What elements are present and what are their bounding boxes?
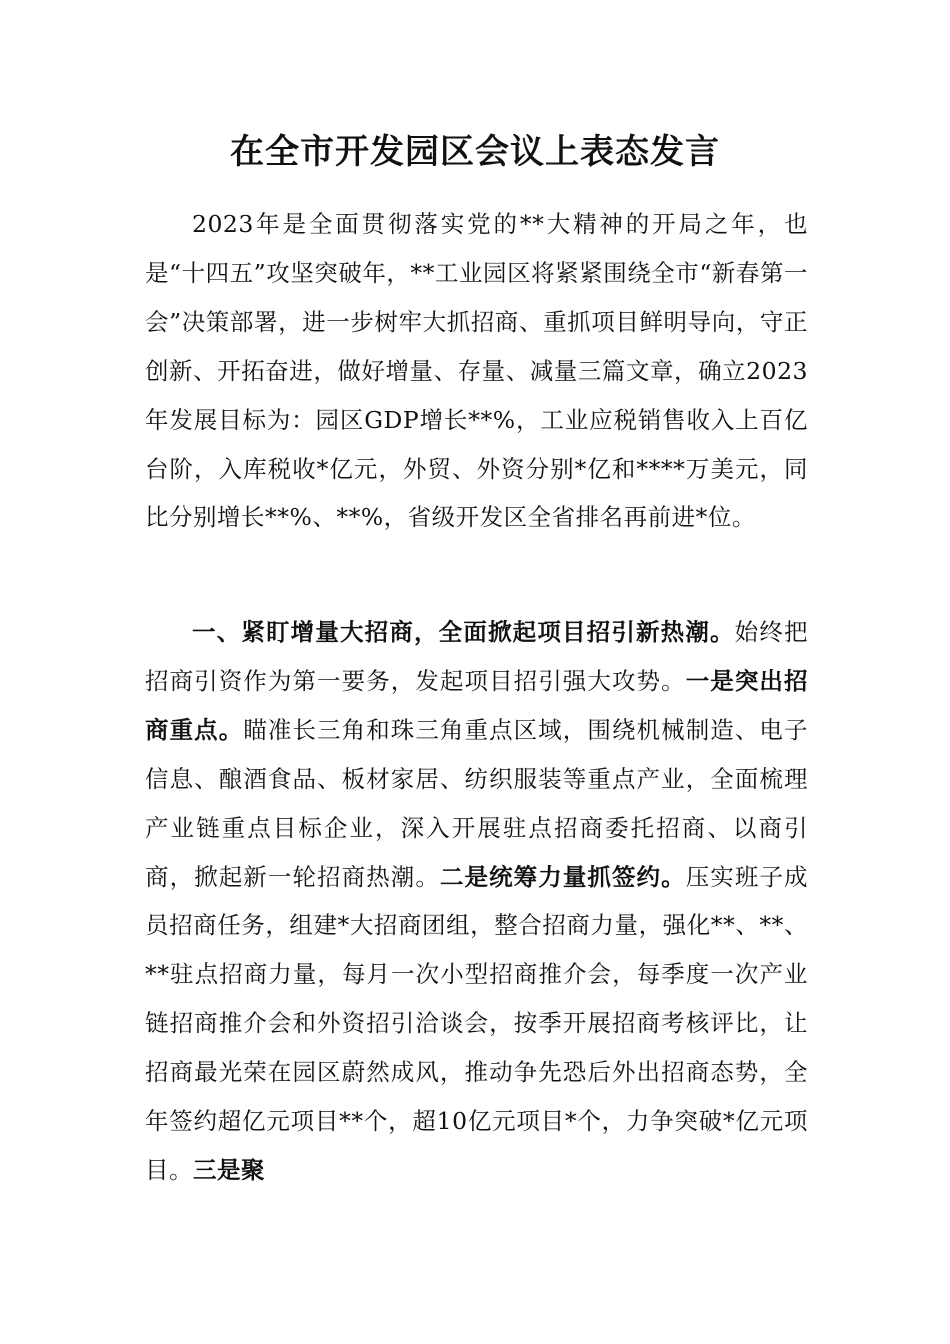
section-1-paragraph bbox=[145, 608, 808, 1195]
document-title: 在全市开发园区会议上表态发言 bbox=[230, 132, 720, 172]
point-3-title-fragment: 三是聚 bbox=[193, 1155, 265, 1184]
point-1-title: 一是突出招商重点。 bbox=[145, 666, 809, 744]
section-1-intro: 始终把招商引资作为第一要务，发起项目招引强大攻势。 bbox=[145, 618, 809, 695]
point-2-text: 压实班子成员招商任务，组建*大招商团组，整合招商力量，强化**、**、**驻点招商力量，每月一次小型招商推介会，每季度一次产业链招商推介会和外资招引洽谈会，按季开展招商考核评比，让招商最光荣在园区蔚然成风，推动争先恐后外出招商态势，全年签约超亿元项目**个，超10亿元项目*个，力争突破*亿元项目。 bbox=[145, 862, 809, 1184]
intro-paragraph: 2023年是全面贯彻落实党的**大精神的开局之年，也是“十四五”攻坚突破年，**工业园区将紧紧围绕全市“新春第一会”决策部署，进一步树牢大抓招商、重抓项目鲜明导向，守正创新、开拓奋进，做好增量、存量、减量三篇文章，确立2023年发展目标为：园区GDP增长**%，工业应税销售收入上百亿台阶，入库税收*亿元，外贸、外资分别*亿和****万美元，同比分别增长**%、**%，省级开发区全省排名再前进*位。 bbox=[145, 210, 808, 532]
point-2-title: 二是统筹力量抓签约。 bbox=[439, 862, 686, 891]
point-1-text: 瞄准长三角和珠三角重点区域，围绕机械制造、电子信息、酿酒食品、板材家居、纺织服装等重点产业，全面梳理产业链重点目标企业，深入开展驻点招商委托招商、以商引商，掀起新一轮招商热潮。 bbox=[145, 715, 809, 891]
section-1-heading: 一、紧盯增量大招商，全面掀起项目招引新热潮。 bbox=[192, 618, 735, 646]
